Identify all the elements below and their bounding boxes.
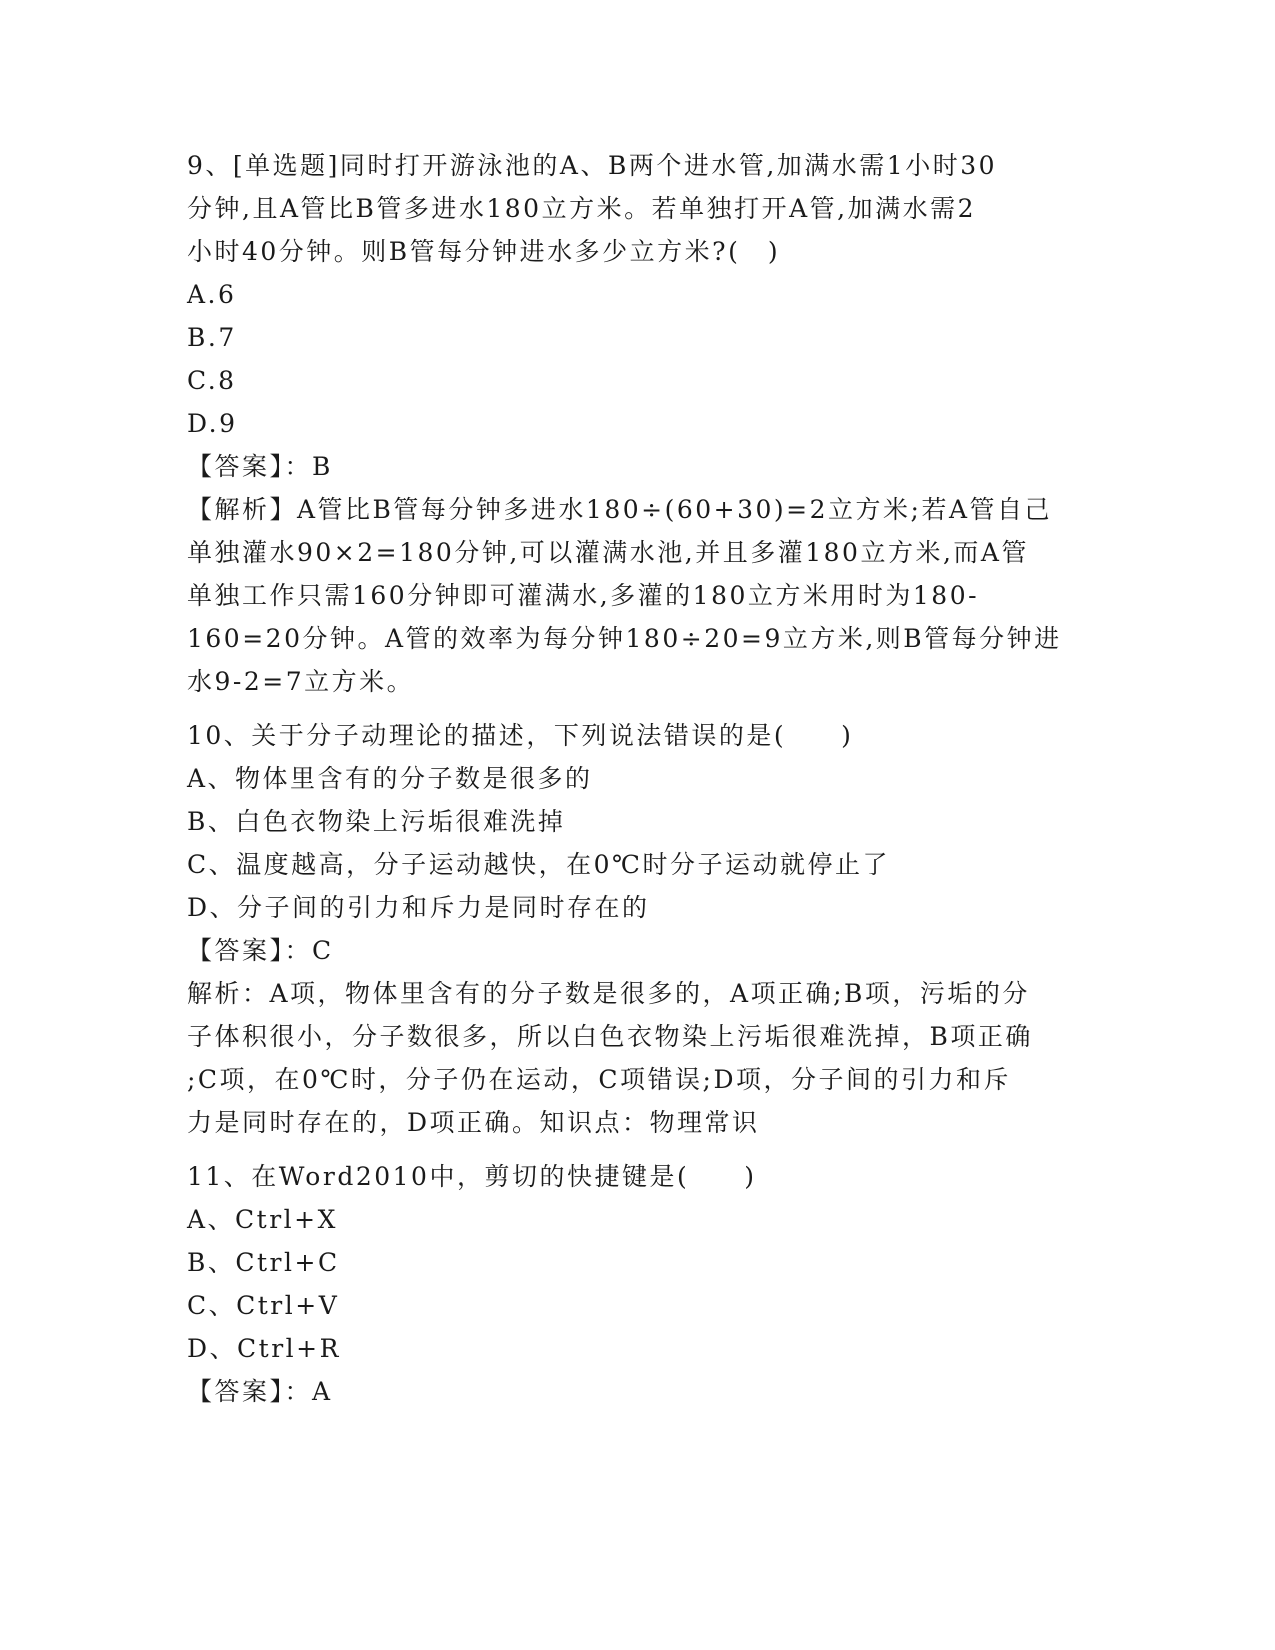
option-b: B.7 xyxy=(187,323,237,352)
question-stem xyxy=(187,1155,1082,1198)
answer-value: B xyxy=(312,452,333,481)
explanation xyxy=(187,972,1082,1144)
answer-label: 【答案】 xyxy=(187,936,285,965)
document-content xyxy=(187,144,1082,1413)
stem-line: 小时40分钟。则B管每分钟进水多少立方米?( ) xyxy=(187,237,781,266)
answer-label: 【答案】 xyxy=(187,1377,285,1406)
option-b: B、白色衣物染上污垢很难洗掉 xyxy=(187,807,566,836)
option-a: A、Ctrl+X xyxy=(187,1205,338,1234)
answer-line xyxy=(187,445,1082,488)
explanation-line: 单独灌水90×2=180分钟,可以灌满水池,并且多灌180立方米,而A管 xyxy=(187,538,1029,567)
explanation-line: 解析：A项，物体里含有的分子数是很多的，A项正确;B项，污垢的分 xyxy=(187,979,1030,1008)
question-stem xyxy=(187,144,1082,273)
answer-value: C xyxy=(312,936,334,965)
stem-line: 分钟,且A管比B管多进水180立方米。若单独打开A管,加满水需2 xyxy=(187,194,976,223)
stem-line: 11、在Word2010中，剪切的快捷键是( ) xyxy=(187,1162,757,1191)
answer-line xyxy=(187,929,1082,972)
question-9 xyxy=(187,144,1082,703)
question-11 xyxy=(187,1155,1082,1413)
option-a: A.6 xyxy=(187,280,237,309)
option-c: C、Ctrl+V xyxy=(187,1291,340,1320)
option-d: D、Ctrl+R xyxy=(187,1334,341,1363)
question-10 xyxy=(187,714,1082,1144)
option-a: A、物体里含有的分子数是很多的 xyxy=(187,764,593,793)
answer-label: 【答案】 xyxy=(187,452,285,481)
explanation-line: 水9-2=7立方米。 xyxy=(187,667,415,696)
option-b: B、Ctrl+C xyxy=(187,1248,340,1277)
stem-line: 9、[单选题]同时打开游泳池的A、B两个进水管,加满水需1小时30 xyxy=(187,151,998,180)
option-c: C、温度越高，分子运动越快，在0℃时分子运动就停止了 xyxy=(187,850,891,879)
option-d: D.9 xyxy=(187,409,238,438)
explanation-line: 力是同时存在的，D项正确。知识点：物理常识 xyxy=(187,1108,760,1137)
question-stem xyxy=(187,714,1082,757)
explanation-line: 子体积很小，分子数很多，所以白色衣物染上污垢很难洗掉，B项正确 xyxy=(187,1022,1033,1051)
answer-value: A xyxy=(312,1377,333,1406)
answer-separator: ： xyxy=(284,1377,313,1406)
explanation-line: 160=20分钟。A管的效率为每分钟180÷20=9立方米,则B管每分钟进 xyxy=(187,624,1062,653)
answer-separator: ： xyxy=(284,936,313,965)
answer-separator: ： xyxy=(284,452,313,481)
option-d: D、分子间的引力和斥力是同时存在的 xyxy=(187,893,650,922)
option-c: C.8 xyxy=(187,366,237,395)
explanation xyxy=(187,488,1082,703)
stem-line: 10、关于分子动理论的描述，下列说法错误的是( ) xyxy=(187,721,854,750)
explanation-line: 【解析】A管比B管每分钟多进水180÷(60+30)=2立方米;若A管自己 xyxy=(187,495,1052,524)
explanation-line: 单独工作只需160分钟即可灌满水,多灌的180立方米用时为180- xyxy=(187,581,980,610)
answer-line xyxy=(187,1370,1082,1413)
explanation-line: ;C项，在0℃时，分子仍在运动，C项错误;D项，分子间的引力和斥 xyxy=(187,1065,1012,1094)
